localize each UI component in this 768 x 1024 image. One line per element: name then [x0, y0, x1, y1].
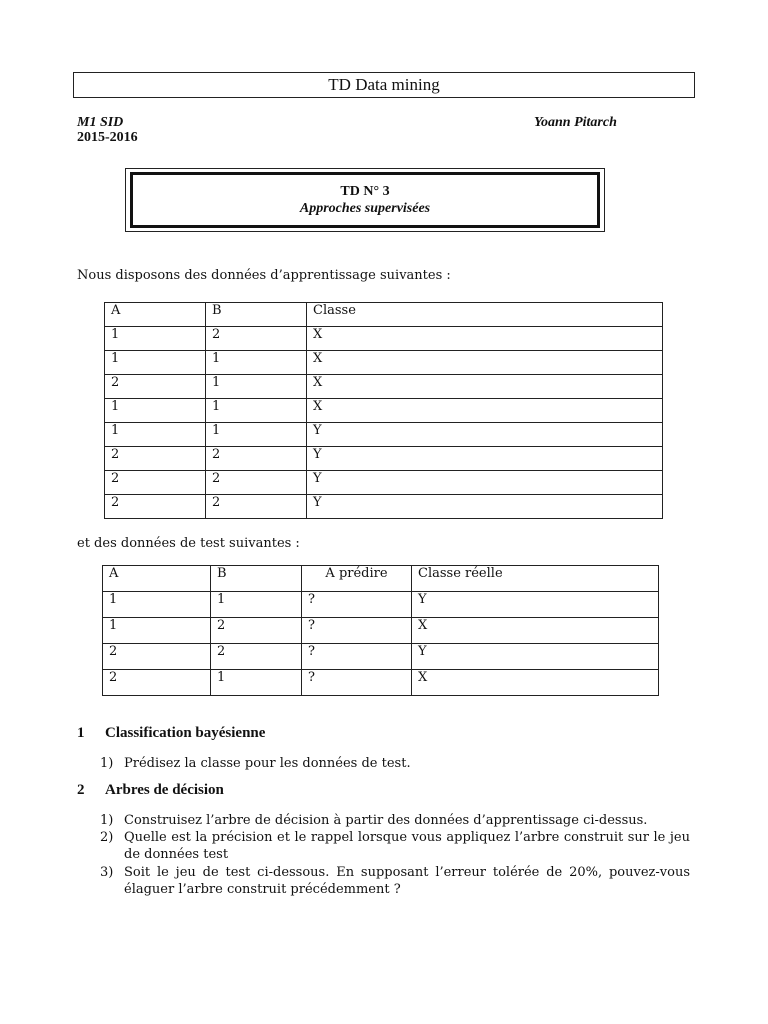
table-header-row [105, 303, 663, 327]
table-cell: 2 [211, 644, 302, 670]
section-number: 2 [77, 782, 85, 798]
list-item: 1) Construisez l’arbre de décision à partir des données d’apprentissage ci-dessus. [100, 813, 648, 828]
table-cell: 1 [206, 375, 307, 399]
table-cell: Y [307, 471, 663, 495]
table-row [105, 351, 663, 375]
table-cell: 1 [105, 327, 206, 351]
table-cell: X [307, 351, 663, 375]
table-cell: X [307, 327, 663, 351]
table-row [105, 471, 663, 495]
program-label: M1 SID [77, 115, 124, 130]
table-row [105, 399, 663, 423]
table-cell: 1 [103, 618, 211, 644]
table-row [105, 327, 663, 351]
section-1-heading [77, 725, 697, 745]
list-item: 1) Prédisez la classe pour les données de test. [100, 756, 411, 771]
table-cell: 2 [103, 644, 211, 670]
table-row [103, 592, 659, 618]
table-cell: 2 [105, 495, 206, 519]
table-row [105, 495, 663, 519]
td-subtitle: Approches supervisées [299, 201, 431, 216]
table-cell: Y [412, 592, 659, 618]
table-cell: 1 [211, 592, 302, 618]
table-cell: 1 [103, 592, 211, 618]
column-header: A [103, 566, 211, 592]
table-cell: 1 [105, 399, 206, 423]
table-cell: X [412, 670, 659, 696]
table-cell: 2 [105, 375, 206, 399]
column-header: A [105, 303, 206, 327]
table-row [103, 618, 659, 644]
table-cell: 1 [206, 399, 307, 423]
column-header: Classe réelle [412, 566, 659, 592]
table-cell: 1 [206, 423, 307, 447]
table-cell: 1 [105, 351, 206, 375]
section-number: 1 [77, 725, 85, 741]
table-cell: 2 [206, 495, 307, 519]
table-cell: 2 [105, 447, 206, 471]
test-table [102, 565, 659, 696]
section-title: Classification bayésienne [105, 725, 266, 741]
table-cell: X [307, 399, 663, 423]
section-title: Arbres de décision [105, 782, 224, 798]
table-cell: 2 [206, 471, 307, 495]
table-cell: X [412, 618, 659, 644]
list-item: 3) Soit le jeu de test ci-dessous. En supposant l’erreur tolérée de 20%, pouvez-vous élaguer l’arbre construit précédemment ? [100, 865, 690, 897]
table-header-row [103, 566, 659, 592]
table-cell: 2 [105, 471, 206, 495]
training-table [104, 302, 663, 519]
author-name: Yoann Pitarch [534, 115, 617, 130]
table-cell: ? [302, 618, 412, 644]
table-row [105, 375, 663, 399]
test-intro: et des données de test suivantes : [77, 536, 300, 551]
table-cell: ? [302, 592, 412, 618]
academic-year: 2015-2016 [77, 130, 138, 145]
td-number: TD N° 3 [340, 184, 390, 199]
table-cell: ? [302, 670, 412, 696]
td-heading-box [125, 168, 605, 232]
document-title: TD Data mining [73, 72, 695, 98]
table-row [103, 644, 659, 670]
column-header: B [206, 303, 307, 327]
table-cell: 1 [206, 351, 307, 375]
table-row [105, 423, 663, 447]
list-item: 2) Quelle est la précision et le rappel lorsque vous appliquez l’arbre construit sur le jeu de données test [100, 830, 690, 862]
table-cell: Y [307, 423, 663, 447]
column-header: Classe [307, 303, 663, 327]
table-cell: 1 [105, 423, 206, 447]
table-cell: Y [307, 447, 663, 471]
table-row [105, 447, 663, 471]
column-header: B [211, 566, 302, 592]
table-cell: X [307, 375, 663, 399]
table-cell: Y [412, 644, 659, 670]
column-header: A prédire [302, 566, 412, 592]
table-cell: 2 [211, 618, 302, 644]
table-cell: 2 [206, 447, 307, 471]
table-cell: 2 [103, 670, 211, 696]
table-cell: 1 [211, 670, 302, 696]
table-cell: 2 [206, 327, 307, 351]
section-2-heading [77, 782, 697, 802]
table-cell: ? [302, 644, 412, 670]
table-row [103, 670, 659, 696]
table-cell: Y [307, 495, 663, 519]
training-intro: Nous disposons des données d’apprentissage suivantes : [77, 268, 451, 283]
